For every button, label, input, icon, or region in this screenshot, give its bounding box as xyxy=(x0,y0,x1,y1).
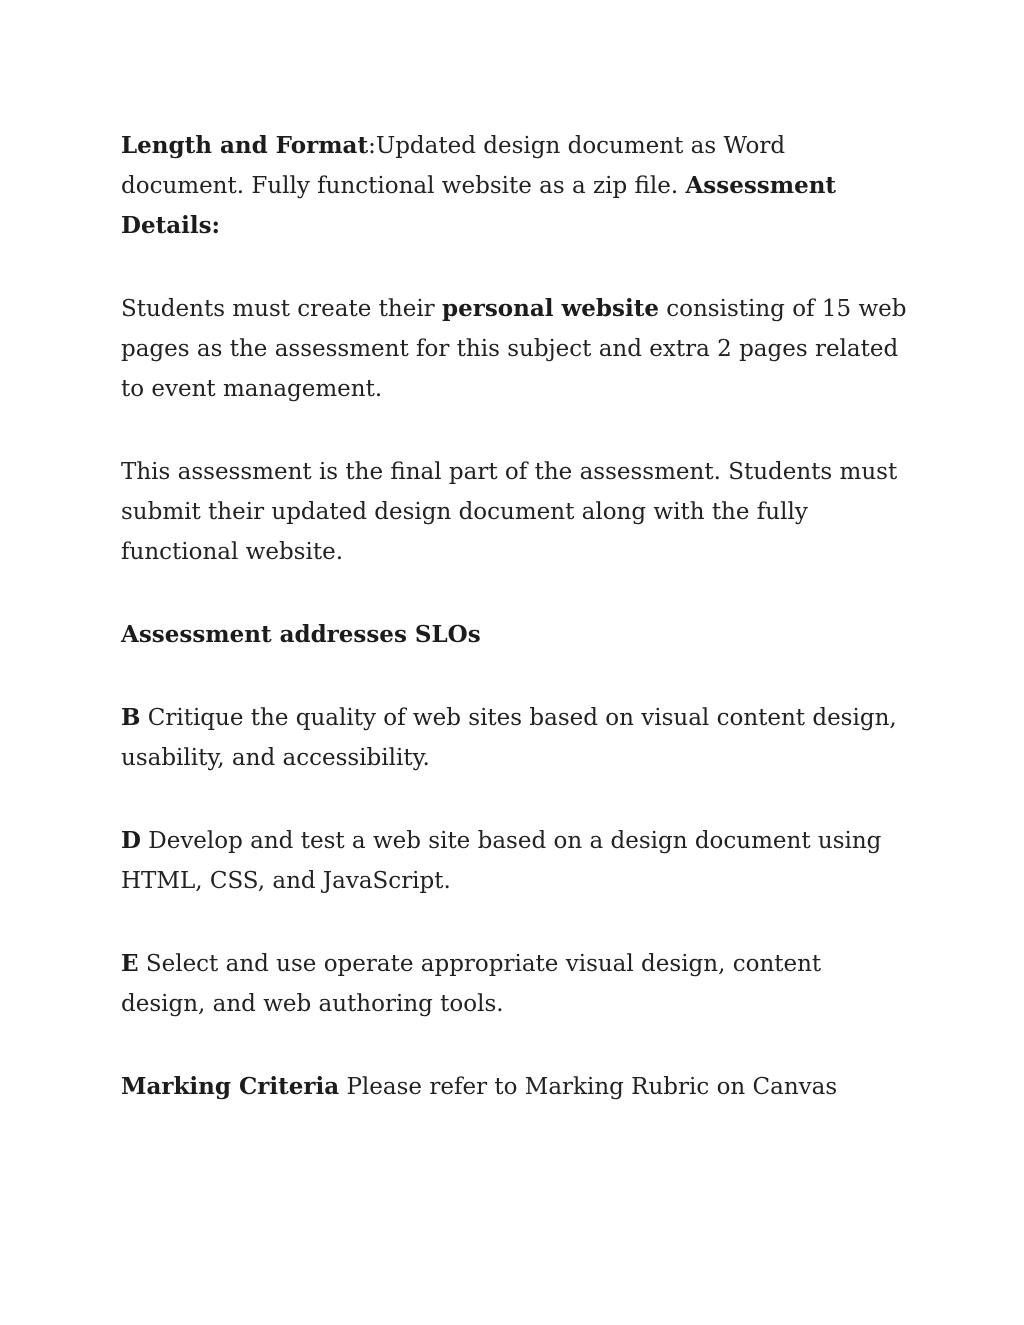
document-page xyxy=(121,126,911,1150)
marking-criteria-text: Please refer to Marking Rubric on Canvas xyxy=(339,1074,838,1100)
slos-heading xyxy=(121,615,911,655)
personal-website-text-after: consisting of 15 web pages as the assessment for this subject and extra 2 pages related to event management. xyxy=(121,296,907,402)
marking-criteria-label: Marking Criteria xyxy=(121,1073,340,1100)
final-part-paragraph: This assessment is the final part of the assessment. Students must submit their updated design document along with the fully functional website. xyxy=(121,459,898,565)
slos-heading-text: Assessment addresses SLOs xyxy=(121,621,481,648)
slo-letter: B xyxy=(121,704,141,731)
marking-criteria-paragraph xyxy=(121,1067,911,1107)
slo-text: Select and use operate appropriate visual design, content design, and web authoring tools. xyxy=(121,951,822,1017)
slo-letter: D xyxy=(121,827,141,854)
personal-website-highlight: personal website xyxy=(442,295,659,322)
slo-text: Critique the quality of web sites based on visual content design, usability, and accessibility. xyxy=(121,705,897,771)
slo-item-b xyxy=(121,698,911,778)
length-format-label: Length and Format xyxy=(121,132,369,159)
personal-website-paragraph xyxy=(121,289,911,409)
slo-item-d xyxy=(121,821,911,901)
length-format-text: :Updated design document as Word document. Fully functional website as a zip file. xyxy=(121,133,786,199)
slo-letter: E xyxy=(121,950,139,977)
slo-item-e xyxy=(121,944,911,1024)
length-format-paragraph xyxy=(121,126,911,246)
slo-text: Develop and test a web site based on a design document using HTML, CSS, and JavaScript. xyxy=(121,828,882,894)
assessment-details-label: Assessment Details: xyxy=(121,172,837,239)
personal-website-text-before: Students must create their xyxy=(121,296,442,322)
